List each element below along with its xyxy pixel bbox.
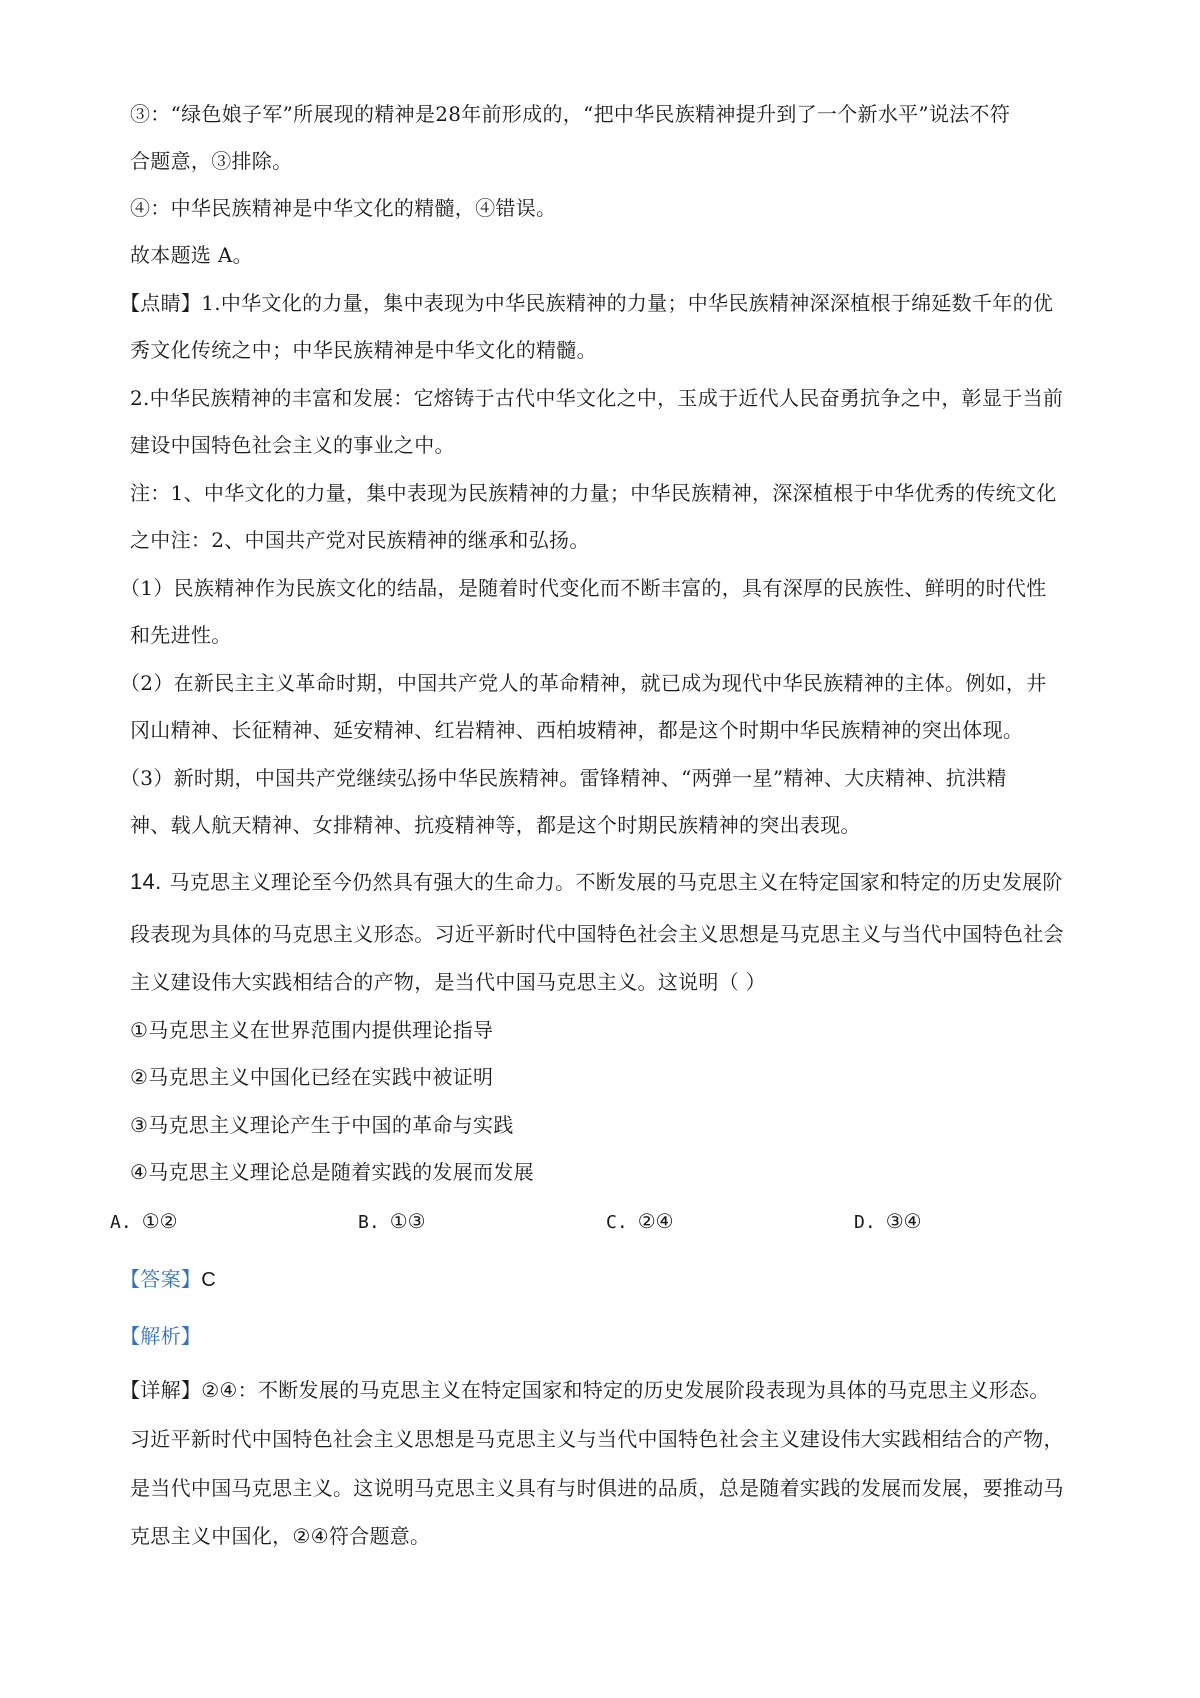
tip-text: 1.中华文化的力量，集中表现为中华民族精神的力量；中华民族精神深深植根于绵延数千年的优: [201, 291, 1054, 315]
choice-text: ①②: [141, 1209, 178, 1233]
answer-label: 【答案】: [120, 1267, 202, 1291]
choice-letter: C.: [606, 1212, 628, 1233]
statement-2: ②马克思主义中国化已经在实践中被证明: [130, 1065, 494, 1089]
tip-line: （3）新时期，中国共产党继续弘扬中华民族精神。雷锋精神、“两弹一星”精神、大庆精神、抗洪精: [120, 766, 1007, 790]
detail-line: [120, 1376, 1080, 1404]
tip-line: 2.中华民族精神的丰富和发展：它熔铸于古代中华文化之中，玉成于近代人民奋勇抗争之中，彰显于当前: [130, 386, 1064, 410]
answer-line: [120, 1265, 1080, 1294]
tip-line: （1）民族精神作为民族文化的结晶，是随着时代变化而不断丰富的，具有深厚的民族性、鲜明的时代性: [120, 576, 1047, 600]
question-number: 14.: [130, 869, 162, 894]
analysis-label: 【解析】: [120, 1324, 202, 1348]
question-line: [130, 868, 1090, 896]
statement-1: ①马克思主义在世界范围内提供理论指导: [130, 1018, 494, 1042]
tip-line: 注：1、中华文化的力量，集中表现为民族精神的力量；中华民族精神，深深植根于中华优秀的传统文化: [130, 481, 1057, 505]
explanation-line: 合题意，③排除。: [130, 149, 293, 173]
tip-line: 之中注：2、中国共产党对民族精神的继承和弘扬。: [130, 528, 590, 552]
choice-letter: A.: [110, 1212, 132, 1233]
detail-text: ②④：不断发展的马克思主义在特定国家和特定的历史发展阶段表现为具体的马克思主义形态。: [201, 1378, 1050, 1402]
statement-3: ③马克思主义理论产生于中国的革命与实践: [130, 1113, 514, 1137]
explanation-line: ③：“绿色娘子军”所展现的精神是28年前形成的，“把中华民族精神提升到了一个新水平”说法不符: [130, 102, 1011, 126]
answer-value: C: [201, 1269, 216, 1291]
choice-text: ②④: [637, 1209, 674, 1233]
choice-letter: D.: [854, 1212, 876, 1233]
choice-a[interactable]: [110, 1207, 178, 1237]
choice-letter: B.: [358, 1212, 380, 1233]
choice-b[interactable]: [358, 1207, 426, 1237]
explanation-line: 故本题选 A。: [130, 243, 253, 267]
detail-label: 【详解】: [120, 1378, 202, 1402]
choice-c[interactable]: [606, 1207, 674, 1237]
tip-line: 冈山精神、长征精神、延安精神、红岩精神、西柏坡精神，都是这个时期中华民族精神的突出体现。: [130, 718, 1024, 742]
choice-text: ③④: [885, 1209, 922, 1233]
detail-line: 克思主义中国化，②④符合题意。: [130, 1524, 431, 1548]
tip-line: （2）在新民主主义革命时期，中国共产党人的革命精神，就已成为现代中华民族精神的主体。例如，井: [120, 671, 1047, 695]
choice-text: ①③: [389, 1209, 426, 1233]
tip-line: 和先进性。: [130, 623, 232, 647]
tip-line: 神、载人航天精神、女排精神、抗疫精神等，都是这个时期民族精神的突出表现。: [130, 813, 861, 837]
choice-d[interactable]: [854, 1207, 922, 1237]
question-line: 段表现为具体的马克思主义形态。习近平新时代中国特色社会主义思想是马克思主义与当代中国特色社会: [130, 922, 1064, 946]
tip-line: [120, 289, 1080, 317]
tip-line: 建设中国特色社会主义的事业之中。: [130, 433, 455, 457]
tip-label: 【点睛】: [120, 291, 202, 315]
explanation-line: ④：中华民族精神是中华文化的精髓，④错误。: [130, 196, 557, 220]
detail-line: 是当代中国马克思主义。这说明马克思主义具有与时俱进的品质，总是随着实践的发展而发展，要推动马: [130, 1476, 1064, 1500]
analysis-line: [120, 1322, 1080, 1350]
question-line: 主义建设伟大实践相结合的产物，是当代中国马克思主义。这说明（ ）: [130, 970, 766, 994]
question-text: 马克思主义理论至今仍然具有强大的生命力。不断发展的马克思主义在特定国家和特定的历史发展阶: [169, 870, 1063, 894]
detail-line: 习近平新时代中国特色社会主义思想是马克思主义与当代中国特色社会主义建设伟大实践相结合的产物，: [130, 1427, 1064, 1451]
tip-line: 秀文化传统之中；中华民族精神是中华文化的精髓。: [130, 338, 597, 362]
statement-4: ④马克思主义理论总是随着实践的发展而发展: [130, 1160, 534, 1184]
answer-choices: [110, 1207, 1090, 1237]
